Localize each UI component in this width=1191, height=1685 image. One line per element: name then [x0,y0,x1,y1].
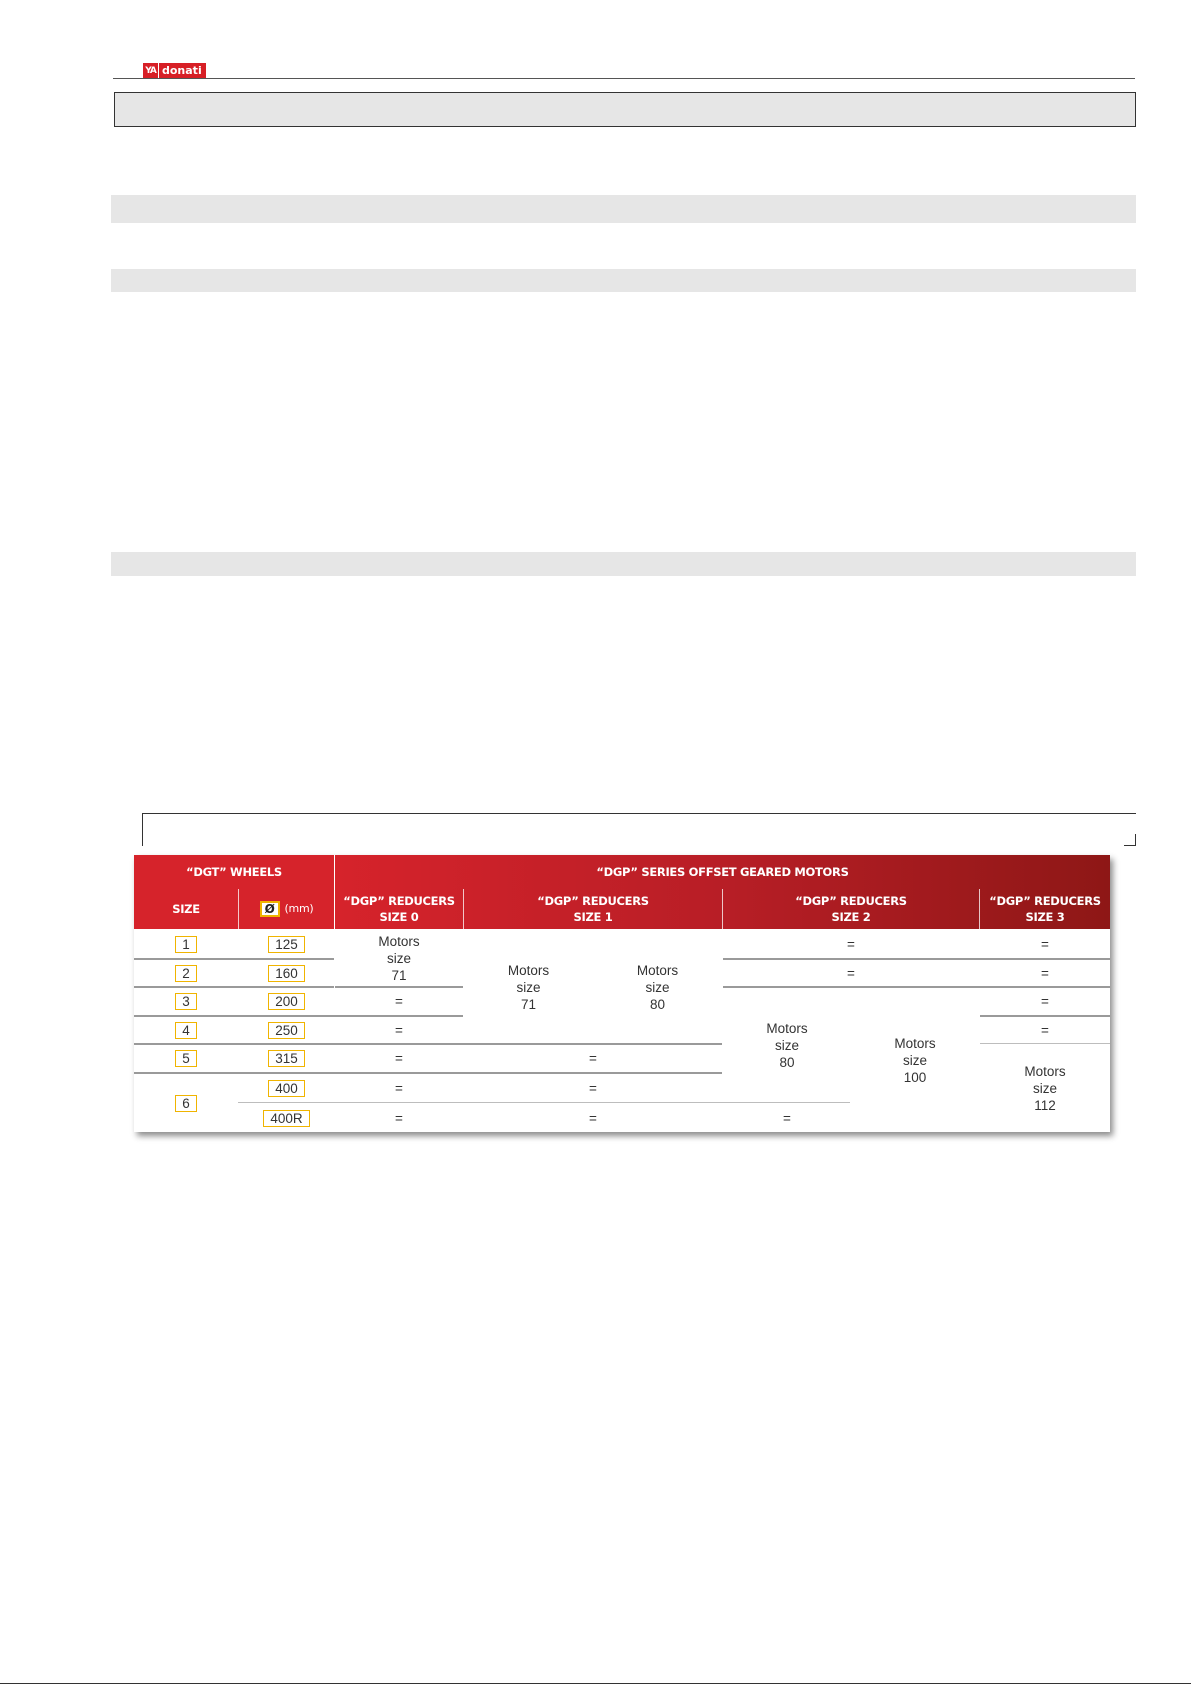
equal-cell: = [589,1110,597,1126]
equal-cell: = [847,965,855,981]
equal-cell: = [1041,994,1049,1009]
section-bar-2 [111,269,1136,292]
col-header-reducer-size-3: “DGP” REDUCERS SIZE 3 [989,894,1101,924]
motors-size-80-cell: Motors size 80 [636,962,679,1012]
logo-mark: YA [143,63,158,78]
size-cell: 1 [134,931,238,958]
size-cell: 2 [134,960,238,986]
equal-cell: = [395,1022,403,1038]
header-title-box [114,92,1136,127]
motors-size-100-cell: Motors size 100 [894,1035,936,1085]
equal-cell: = [589,1051,597,1066]
equal-cell: = [395,1051,403,1066]
equal-cell: = [395,1110,403,1126]
equal-cell: = [1041,1022,1049,1038]
motors-size-80-cell: Motors size 80 [766,1020,808,1070]
size-cell: 5 [134,1045,238,1072]
size-cell: 6 [134,1074,238,1132]
diameter-cell: 400R [239,1104,334,1132]
diameter-symbol: Ø [260,901,280,917]
diameter-cell: 125 [239,931,334,958]
equal-cell: = [783,1110,791,1126]
diameter-cell: 400 [239,1074,334,1102]
diameter-cell: 250 [239,1017,334,1043]
motors-size-112-cell: Motors size 112 [1024,1064,1066,1113]
col-header-reducer-size-1: “DGP” REDUCERS SIZE 1 [537,894,649,924]
donati-logo [143,63,206,78]
motors-group-header: “DGP” SERIES OFFSET GEARED MOTORS [596,865,849,879]
section-bar-1 [111,195,1136,223]
header-rule [113,78,1135,79]
diameter-cell: 315 [239,1045,334,1072]
diameter-unit: (mm) [284,902,314,915]
row-divider [980,1043,1110,1044]
motors-size-71-cell: Motors size 71 [378,934,420,983]
equal-cell: = [847,937,855,952]
diameter-cell: 200 [239,988,334,1015]
diameter-cell: 160 [239,960,334,986]
equal-cell: = [395,994,403,1009]
section-bar-3 [111,552,1136,576]
col-header-size: SIZE [172,902,200,916]
page-bottom-rule [0,1683,1191,1684]
equal-cell: = [589,1080,597,1096]
motors-size-71-cell: Motors size 71 [507,962,550,1012]
equal-cell: = [1041,965,1049,981]
col-header-diameter [239,889,334,929]
equal-cell: = [395,1080,403,1096]
caption-box-corner [1124,834,1136,846]
size-cell: 4 [134,1017,238,1043]
size-cell: 3 [134,988,238,1015]
row-divider [238,1102,850,1103]
logo-text: donati [159,63,206,78]
equal-cell: = [1041,937,1049,952]
wheels-group-header: “DGT” WHEELS [186,865,282,879]
col-header-reducer-size-2: “DGP” REDUCERS SIZE 2 [795,894,907,924]
table-caption-box [142,813,1136,846]
compatibility-table [134,855,1110,1132]
col-header-reducer-size-0: “DGP” REDUCERS SIZE 0 [343,894,455,924]
